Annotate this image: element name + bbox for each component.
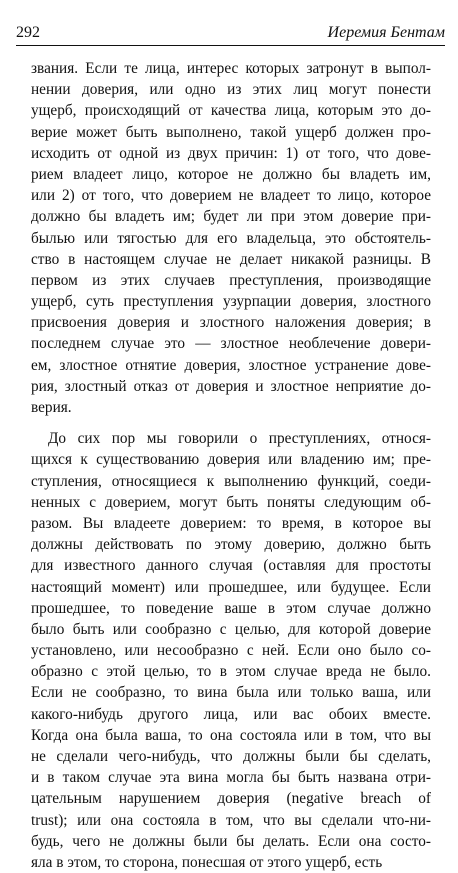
text-line: ство в настоящем случае не делает никакой разницы. В bbox=[31, 250, 431, 268]
text-line: или 2) от того, что доверием не владеет то лицо, которое bbox=[31, 187, 431, 205]
text-line: для известного данного случая (оставляя для простоты bbox=[31, 557, 431, 575]
text-line: присвоения доверия и злостного наложения доверия; в bbox=[31, 314, 431, 332]
text-line: рием владеет лицо, которое не должно бы владеть им, bbox=[31, 165, 431, 183]
text-line: ущерб, происходящий от качества лица, которым это до- bbox=[31, 102, 431, 120]
text-line: исходить от одной из двух причин: 1) от того, что дове- bbox=[31, 144, 431, 162]
text-line: ступления, относящиеся к выполнению функций, соеди- bbox=[31, 472, 431, 490]
text-line: яла в этом, то сторона, понесшая от этого ущерб, есть bbox=[31, 853, 383, 871]
running-header bbox=[16, 20, 445, 42]
text-line: должно бы владеть им; будет ли при этом доверие при- bbox=[31, 208, 431, 226]
text-line: верия. bbox=[31, 399, 72, 416]
header-rule bbox=[16, 45, 445, 46]
running-title: Иеремия Бентам bbox=[327, 24, 445, 41]
text-line: былью или тягостью для его владельца, это обстоятель- bbox=[31, 229, 431, 247]
body-text bbox=[31, 58, 431, 873]
page-number: 292 bbox=[16, 24, 40, 41]
text-line: рия, злостный отказ от доверия и злостное неприятие до- bbox=[31, 377, 431, 395]
text-line: нении доверия, или одно из этих лиц могут понести bbox=[31, 81, 431, 99]
text-line: trust); или она состояла в том, что вы сделали что-ни- bbox=[31, 811, 431, 829]
text-line: и в таком случае эта вина могла бы быть названа отри- bbox=[31, 769, 431, 787]
text-line: образно с этой целью, то в этом случае вреда не было. bbox=[31, 663, 431, 681]
text-line: ущерб, суть преступления узурпации доверия, злостного bbox=[31, 293, 431, 311]
text-line: прошедшее, то поведение ваше в этом случае должно bbox=[31, 599, 431, 617]
text-line: цательным нарушением доверия (negative breach of bbox=[31, 790, 431, 808]
text-line: не сделали чего-нибудь, что должны были бы сделать, bbox=[31, 748, 431, 765]
text-line: последнем случае это — злостное необлечение довери- bbox=[31, 335, 431, 353]
text-line: верие может быть выполнено, такой ущерб должен про- bbox=[31, 123, 431, 141]
text-line: ненных с доверием, могут быть поняты следующим об- bbox=[31, 493, 431, 511]
text-line: установлено, или несообразно с ней. Если оно было со- bbox=[31, 642, 431, 660]
text-line: Если не сообразно, то вина была или только ваша, или bbox=[31, 684, 431, 702]
paragraph-gap bbox=[31, 418, 431, 428]
paragraph bbox=[31, 428, 431, 873]
text-line: звания. Если те лица, интерес которых затронут в выпол- bbox=[31, 60, 431, 77]
text-line: настоящий момент) или прошедшее, или будущее. Если bbox=[31, 578, 431, 596]
text-line: До сих пор мы говорили о преступлениях, относя- bbox=[48, 430, 431, 448]
text-line: разом. Вы владеете доверием: то время, в которое вы bbox=[31, 514, 431, 532]
text-line: первом из этих случаев преступления, производящие bbox=[31, 271, 431, 289]
text-line: будь, чего не должны были бы делать. Если она состо- bbox=[31, 832, 431, 850]
text-line: какого-нибудь другого лица, или вас обоих вместе. bbox=[31, 705, 431, 723]
text-line: щихся к существованию доверия или владению им; пре- bbox=[31, 451, 431, 469]
text-line: должны действовать по этому доверию, должно быть bbox=[31, 536, 431, 554]
paragraph bbox=[31, 58, 431, 418]
text-line: Когда она была ваша, то она состояла или в том, что вы bbox=[31, 726, 431, 744]
text-line: ем, злостное отнятие доверия, злостное устранение дове- bbox=[31, 356, 431, 374]
text-line: было быть или сообразно с целью, для которой доверие bbox=[31, 620, 431, 638]
